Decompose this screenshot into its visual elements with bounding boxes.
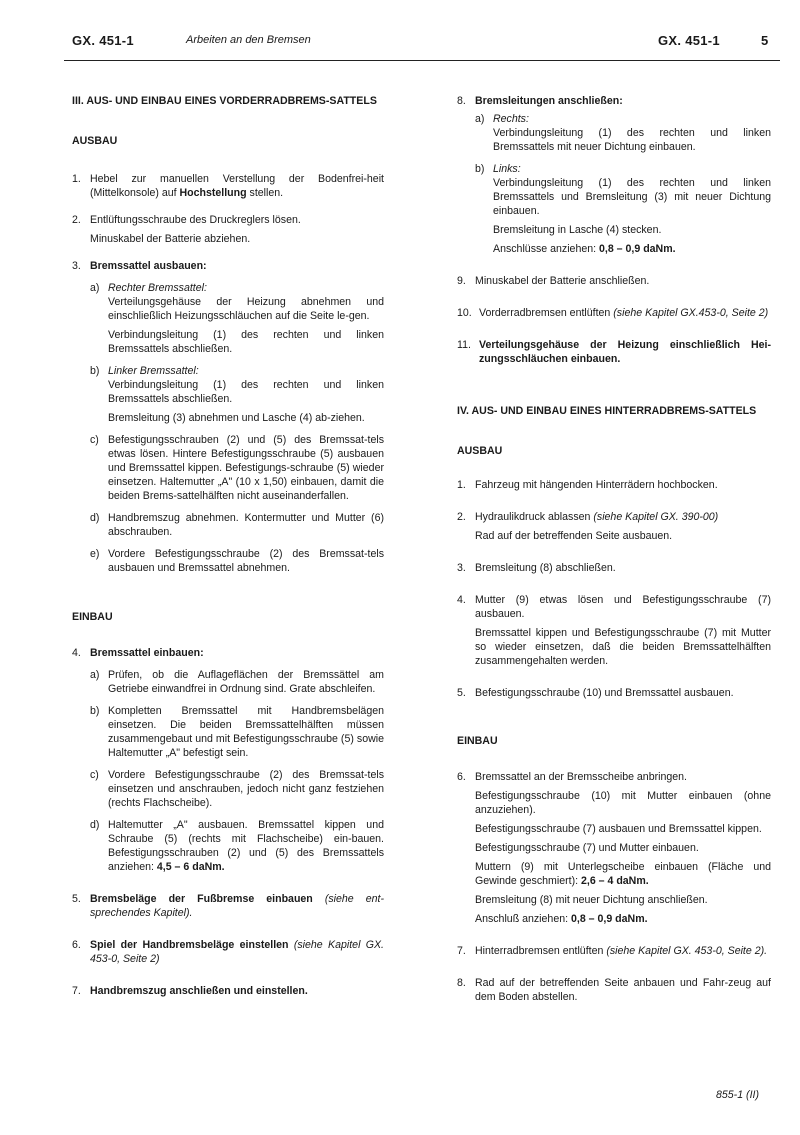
step-number: 10. [457,307,472,319]
substep-d [90,818,384,874]
step-number: 5. [457,687,466,699]
substep-text [493,242,771,256]
substep-a [475,112,771,154]
header-rule [64,60,780,61]
step-number: 6. [457,771,466,783]
step-heading: Bremsleitungen anschließen: [475,95,623,107]
step-r4 [457,593,771,668]
step-r3 [457,561,771,575]
step-number: 2. [457,511,466,523]
step-number: 5. [72,893,81,905]
substep-e [90,547,384,575]
step-heading: Verteilungsgehäuse der Heizung einschließlich Hei-zungsschläuchen einbauen. [479,339,771,365]
step-heading: Bremsbeläge der Fußbremse einbauen [90,893,313,905]
step-text: Vorderradbremsen entlüften [479,307,611,319]
step-text: Minuskabel der Batterie anschließen. [475,275,650,287]
substep-text: Bremsleitung in Lasche (4) stecken. [493,224,662,236]
substep-text: Handbremszug abnehmen. Kontermutter und Mutter (6) abschrauben. [108,512,384,538]
step-text: Rad auf der betreffenden Seite ausbauen. [475,530,673,542]
step-text-bold: Hochstellung [179,187,247,199]
step-text [475,510,771,524]
step-number: 3. [457,562,466,574]
substep-heading: Linker Bremssattel: [108,365,199,377]
header-code-right: GX. 451-1 [658,33,720,48]
step-text: Befestigungsschraube (10) und Bremssattel ausbauen. [475,687,734,699]
substep-letter: c) [90,769,99,781]
step-text: Bremsleitung (8) abschließen. [475,562,616,574]
step-text: Befestigungsschraube (7) ausbauen und Bremssattel kippen. [475,823,762,835]
substep-text: Verbindungsleitung (1) des rechten und linken Bremssattels mit neuer Dichtung einbauen. [493,127,771,153]
substep-heading: Rechter Bremssattel: [108,282,207,294]
step-text: Hinterradbremsen entlüften [475,945,604,957]
substep-text: Verbindungsleitung (1) des rechten und linken Bremssattels abschließen. [108,329,384,355]
substep-letter: b) [90,365,100,377]
step-8 [457,94,771,256]
substep-text: Verteilungsgehäuse der Heizung abnehmen und einschließlich Heizungsschläuchen auf die Seite le-gen. [108,296,384,322]
step-text [475,912,771,926]
substep-text: Verbindungsleitung (1) des rechten und linken Bremssattels abschließen. [108,379,384,405]
substep-text: Vordere Befestigungsschraube (2) des Bremssat-tels einsetzen und anschrauben, jedoch nicht ganz festziehen (rechts Flachscheibe). [108,769,384,809]
subsection-einbau: EINBAU [72,611,113,623]
substep-c [90,768,384,810]
step-number: 1. [72,173,81,185]
step-text-part: Anschluß anziehen: [475,913,571,925]
step-heading: Handbremszug anschließen und einstellen. [90,985,308,997]
substep-letter: d) [90,512,100,524]
step-reference: (siehe Kapitel GX. 390-00) [590,511,719,523]
step-reference: (siehe Kapitel GX. 453-0, Seite 2) [90,939,385,965]
substep-b [475,162,771,256]
torque-value: 4,5 – 6 daNm. [156,861,225,873]
step-reference: (siehe Kapitel GX.453-0, Seite 2) [610,307,769,319]
substep-letter: a) [90,669,100,681]
page-number: 5 [761,33,769,48]
substep-text: Prüfen, ob die Auflageflächen der Bremssättel am Getriebe einwandfrei in Ordnung sind. Grate abschleifen. [108,669,384,695]
substep-text-part: Haltemutter „A" ausbauen. Bremssattel kippen und Schraube (5) (rechts mit Flachscheibe) ein-bauen. Befestigungsschrauben (2) und (5) des Bremssattels anziehen: [108,819,384,873]
substep-c [90,433,384,503]
step-text: Befestigungsschraube (7) und Mutter einbauen. [475,842,699,854]
step-text: Rad auf der betreffenden Seite anbauen und Fahr-zeug auf dem Boden abstellen. [475,977,771,1003]
substep-d [90,511,384,539]
step-text-part: Hydraulikdruck ablassen [475,511,591,523]
torque-value: 0,8 – 0,9 daNm. [571,913,648,925]
step-6 [72,938,384,966]
step-text: Bremsleitung (8) mit neuer Dichtung anschließen. [475,894,708,906]
step-text: stellen. [246,187,284,199]
left-column [72,94,384,1011]
substep-letter: b) [475,163,485,175]
step-text-part: Muttern (9) mit Unterlegscheibe einbauen (Fläche und Gewinde geschmiert): [475,861,771,887]
step-text: Bremssattel kippen und Befestigungsschraube (7) mit Mutter so wieder einsetzen, daß die beiden Bremssattelhälften zusammengehalten werden. [475,627,771,667]
substep-a [90,668,384,696]
step-r2 [457,510,771,543]
substep-text [108,818,384,874]
step-text: Fahrzeug mit hängenden Hinterrädern hochbocken. [475,479,718,491]
section-title: IV. AUS- UND EINBAU EINES HINTERRADBREMS-SATTELS [457,405,757,417]
step-text [475,860,771,888]
step-text: Bremssattel an der Bremsscheibe anbringen. [475,771,687,783]
step-text: Minuskabel der Batterie abziehen. [90,233,251,245]
substep-letter: a) [90,282,100,294]
page-footer: 855-1 (II) [716,1089,759,1101]
step-3 [72,259,384,575]
step-r8 [457,976,771,1004]
step-7 [72,984,384,998]
substep-text: Bremsleitung (3) abnehmen und Lasche (4) ab-ziehen. [108,412,365,424]
step-number: 8. [457,95,466,107]
substep-letter: b) [90,705,100,717]
step-number: 4. [457,594,466,606]
substep-letter: a) [475,113,485,125]
step-heading: Bremssattel ausbauen: [90,260,207,272]
substep-b [90,364,384,425]
step-text: Hebel zur manuellen Verstellung der Bodenfrei-heit (Mittelkonsole) auf [90,173,384,199]
step-10 [457,306,771,320]
step-r7 [457,944,771,958]
step-number: 8. [457,977,466,989]
section-title: III. AUS- UND EINBAU EINES VORDERRADBREMS-SATTELS [72,95,377,107]
subsection-einbau: EINBAU [457,735,498,747]
substep-letter: d) [90,819,100,831]
step-9 [457,274,771,288]
step-reference: (siehe Kapitel GX. 453-0, Seite 2). [603,945,768,957]
step-text: Befestigungsschraube (10) mit Mutter einbauen (ohne anzuziehen). [475,790,771,816]
step-number: 2. [72,214,81,226]
step-text: Entlüftungsschraube des Druckreglers lösen. [90,214,301,226]
step-number: 9. [457,275,466,287]
substep-a [90,281,384,356]
step-reference: (siehe ent-sprechendes Kapitel). [90,893,384,919]
substep-text: Befestigungsschrauben (2) und (5) des Bremssat-tels etwas lösen. Hintere Befestigungsschraube (5) ausbauen und Bremssattel kippen. Befestigungs-schraube (5) wieder einsetzen. Haltemutter „A" (10 x 1,50) einbauen, damit die beiden Brems-sattelhälften nicht auseinanderfallen. [108,434,384,502]
subsection-ausbau: AUSBAU [457,445,503,457]
step-5 [72,892,384,920]
step-11 [457,338,771,366]
substep-b [90,704,384,760]
step-number: 7. [457,945,466,957]
step-r6 [457,770,771,926]
step-2 [72,213,384,246]
substep-letter: c) [90,434,99,446]
substep-text-part: Anschlüsse anziehen: [493,243,600,255]
right-column [457,94,771,1017]
step-number: 6. [72,939,81,951]
step-number: 1. [457,479,466,491]
step-heading: Bremssattel einbauen: [90,647,204,659]
subsection-ausbau: AUSBAU [72,135,118,147]
substep-heading: Rechts: [493,113,529,125]
torque-value: 2,6 – 4 daNm. [580,875,649,887]
step-r5 [457,686,771,700]
step-number: 4. [72,647,81,659]
header-code-left: GX. 451-1 [72,33,134,48]
substep-text: Verbindungsleitung (1) des rechten und linken Bremssattels und Bremsleitung (3) mit neuer Dichtung einbauen. [493,177,771,217]
header-title: Arbeiten an den Bremsen [186,34,311,46]
substep-text: Vordere Befestigungsschraube (2) des Bremssat-tels ausbauen und Bremssattel abnehmen. [108,548,384,574]
step-number: 11. [457,339,471,351]
step-heading: Spiel der Handbremsbeläge einstellen [90,939,289,951]
substep-letter: e) [90,548,100,560]
step-4 [72,646,384,874]
substep-text: Kompletten Bremssattel mit Handbremsbelägen einsetzen. Die beiden Bremssattelhälften müssen zusammengebaut und mit Befestigungsschraube (5) sowie Haltemutter „A" befestigt sein. [108,705,384,759]
step-text: Mutter (9) etwas lösen und Befestigungsschraube (7) ausbauen. [475,594,771,620]
torque-value: 0,8 – 0,9 daNm. [599,243,676,255]
step-r1 [457,478,771,492]
step-number: 7. [72,985,81,997]
page-header [60,33,780,51]
step-1 [72,172,384,200]
step-number: 3. [72,260,81,272]
substep-heading: Links: [493,163,521,175]
